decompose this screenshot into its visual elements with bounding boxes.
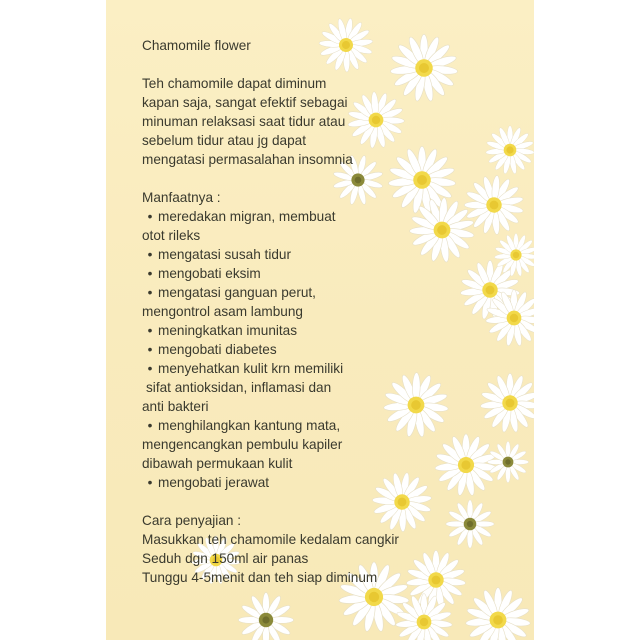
poster-text xyxy=(142,36,472,587)
benefit-item: • meningkatkan imunitas xyxy=(147,323,298,338)
benefits-heading: Manfaatnya : xyxy=(142,190,221,205)
intro-line: kapan saja, sangat efektif sebagai xyxy=(142,95,348,110)
title: Chamomile flower xyxy=(142,38,251,53)
chamomile-flower-icon xyxy=(487,441,528,482)
benefit-item: • mengobati eksim xyxy=(147,266,261,281)
intro-line: Teh chamomile dapat diminum xyxy=(142,76,327,91)
benefit-item-cont: anti bakteri xyxy=(142,399,209,414)
benefit-item: • mengatasi susah tidur xyxy=(147,247,291,262)
benefit-item-cont: sifat antioksidan, inflamasi dan xyxy=(146,380,332,395)
intro-line: sebelum tidur atau jg dapat xyxy=(142,133,306,148)
serving-step: Masukkan teh chamomile kedalam cangkir xyxy=(142,532,399,547)
benefit-item-cont: dibawah permukaan kulit xyxy=(142,456,293,471)
benefit-item: • mengobati diabetes xyxy=(147,342,277,357)
benefit-item: • menyehatkan kulit krn memiliki xyxy=(147,361,344,376)
benefit-item-cont: otot rileks xyxy=(142,228,201,243)
intro-line: mengatasi permasalahan insomnia xyxy=(142,152,353,167)
chamomile-flower-icon xyxy=(238,592,293,640)
serving-heading: Cara penyajian : xyxy=(142,513,241,528)
benefit-item: • mengobati jerawat xyxy=(147,475,270,490)
serving-step: Seduh dgn 150ml air panas xyxy=(142,551,309,566)
benefit-item-cont: mengontrol asam lambung xyxy=(142,304,303,319)
benefit-item: • mengatasi ganguan perut, xyxy=(147,285,316,300)
benefit-item-cont: mengencangkan pembulu kapiler xyxy=(142,437,343,452)
intro-line: minuman relaksasi saat tidur atau xyxy=(142,114,346,129)
chamomile-flower-icon xyxy=(480,373,534,432)
chamomile-flower-icon xyxy=(465,588,530,640)
benefit-item: • menghilangkan kantung mata, xyxy=(147,418,341,433)
benefit-item: • meredakan migran, membuat xyxy=(147,209,336,224)
poster-card xyxy=(106,0,534,640)
chamomile-flower-icon xyxy=(486,126,534,175)
serving-step: Tunggu 4-5menit dan teh siap diminum xyxy=(142,570,378,585)
